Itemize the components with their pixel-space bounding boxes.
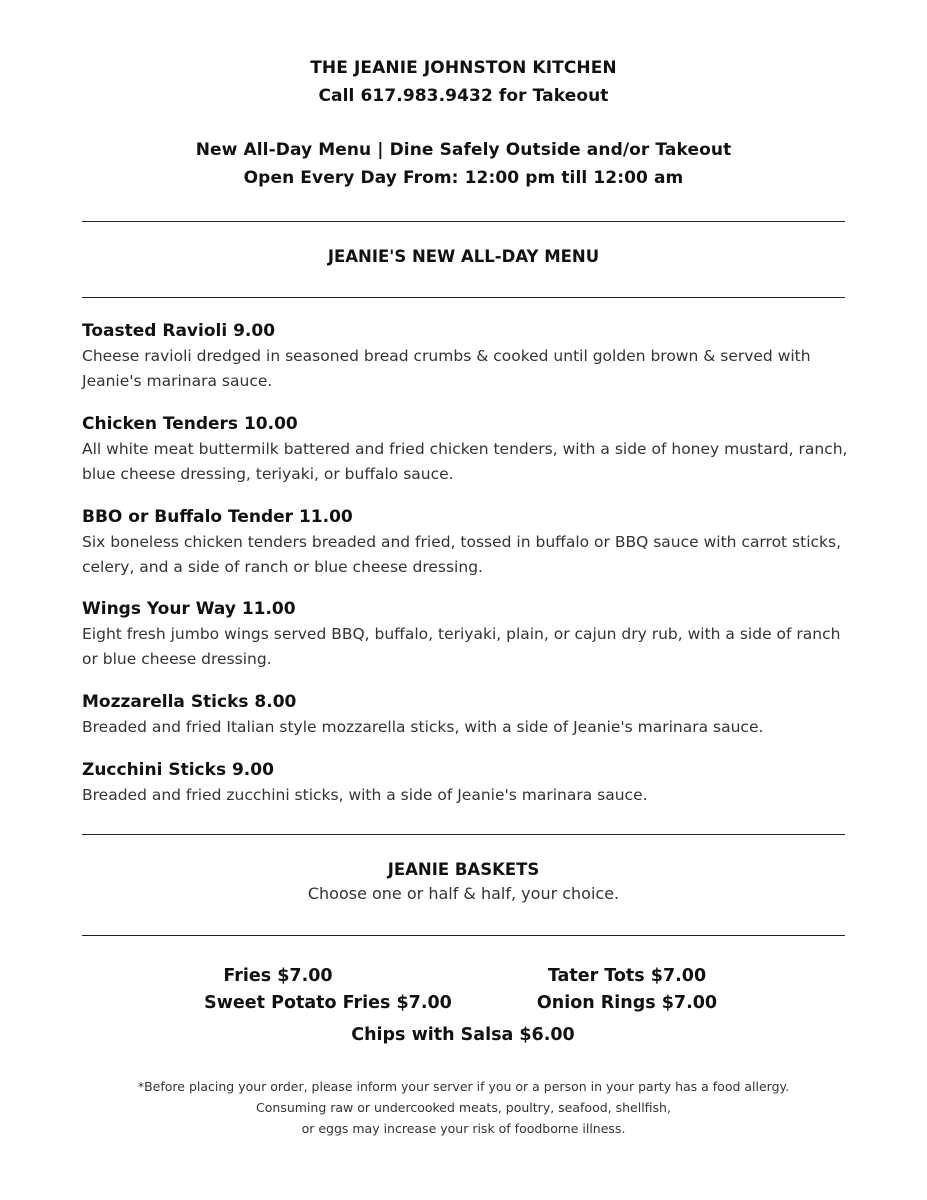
menu-item [82,689,857,740]
menu-item-description: Cheese ravioli dredged in seasoned bread crumbs & cooked until golden brown & served with Jeanie's marinara sauce. [82,347,811,390]
basket-chips-salsa: Chips with Salsa $6.00 [351,1025,575,1045]
menu-item-description: Six boneless chicken tenders breaded and fried, tossed in buffalo or BBQ sauce with carrot sticks, celery, and a side of ranch or blue cheese dressing. [82,533,842,576]
menu-item-name: BBO or Buffalo Tender 11.00 [82,507,353,527]
baskets-title: JEANIE BASKETS [387,860,540,879]
menu-item-description: Breaded and fried zucchini sticks, with a side of Jeanie's marinara sauce. [82,786,648,804]
menu-item-description: Breaded and fried Italian style mozzarella sticks, with a side of Jeanie's marinara sauce. [82,718,764,736]
header [0,54,927,110]
menu-item-name: Toasted Ravioli 9.00 [82,321,276,341]
allergy-disclaimer [0,1076,927,1139]
menu-item-description: All white meat buttermilk battered and fried chicken tenders, with a side of honey mustard, ranch, blue cheese dressing, teriyaki, or buffalo sauce. [82,440,848,483]
divider [82,834,845,835]
menu-line: New All-Day Menu | Dine Safely Outside and/or Takeout [195,140,732,160]
kitchen-name: THE JEANIE JOHNSTON KITCHEN [310,58,617,78]
baskets-header [0,858,927,906]
disclaimer-line: or eggs may increase your risk of foodborne illness. [301,1121,626,1136]
basket-fries: Fries $7.00 [223,966,333,986]
menu-item [82,318,857,393]
menu-item [82,411,857,486]
hours: Open Every Day From: 12:00 pm till 12:00 am [243,168,684,188]
basket-onion-rings: Onion Rings $7.00 [536,993,718,1013]
disclaimer-line: Consuming raw or undercooked meats, poultry, seafood, shellfish, [256,1100,671,1115]
divider [82,297,845,298]
menu-item-description: Eight fresh jumbo wings served BBQ, buffalo, teriyaki, plain, or cajun dry rub, with a side of ranch or blue cheese dressing. [82,625,841,668]
menu-item-name: Zucchini Sticks 9.00 [82,760,274,780]
divider [82,221,845,222]
menu-item [82,757,857,808]
menu-section-title: JEANIE'S NEW ALL-DAY MENU [327,247,600,266]
takeout-phone: Call 617.983.9432 for Takeout [318,86,609,106]
disclaimer-line: *Before placing your order, please inform your server if you or a person in your party has a food allergy. [137,1079,790,1094]
menu-item [82,504,857,579]
menu-item [82,596,857,671]
menu-item-name: Mozzarella Sticks 8.00 [82,692,297,712]
menu-item-name: Wings Your Way 11.00 [82,599,296,619]
basket-sweet-potato-fries: Sweet Potato Fries $7.00 [204,993,452,1013]
header-info [0,136,927,192]
baskets-subtitle: Choose one or half & half, your choice. [307,884,620,903]
basket-tater-tots: Tater Tots $7.00 [547,966,707,986]
divider [82,935,845,936]
menu-item-name: Chicken Tenders 10.00 [82,414,298,434]
